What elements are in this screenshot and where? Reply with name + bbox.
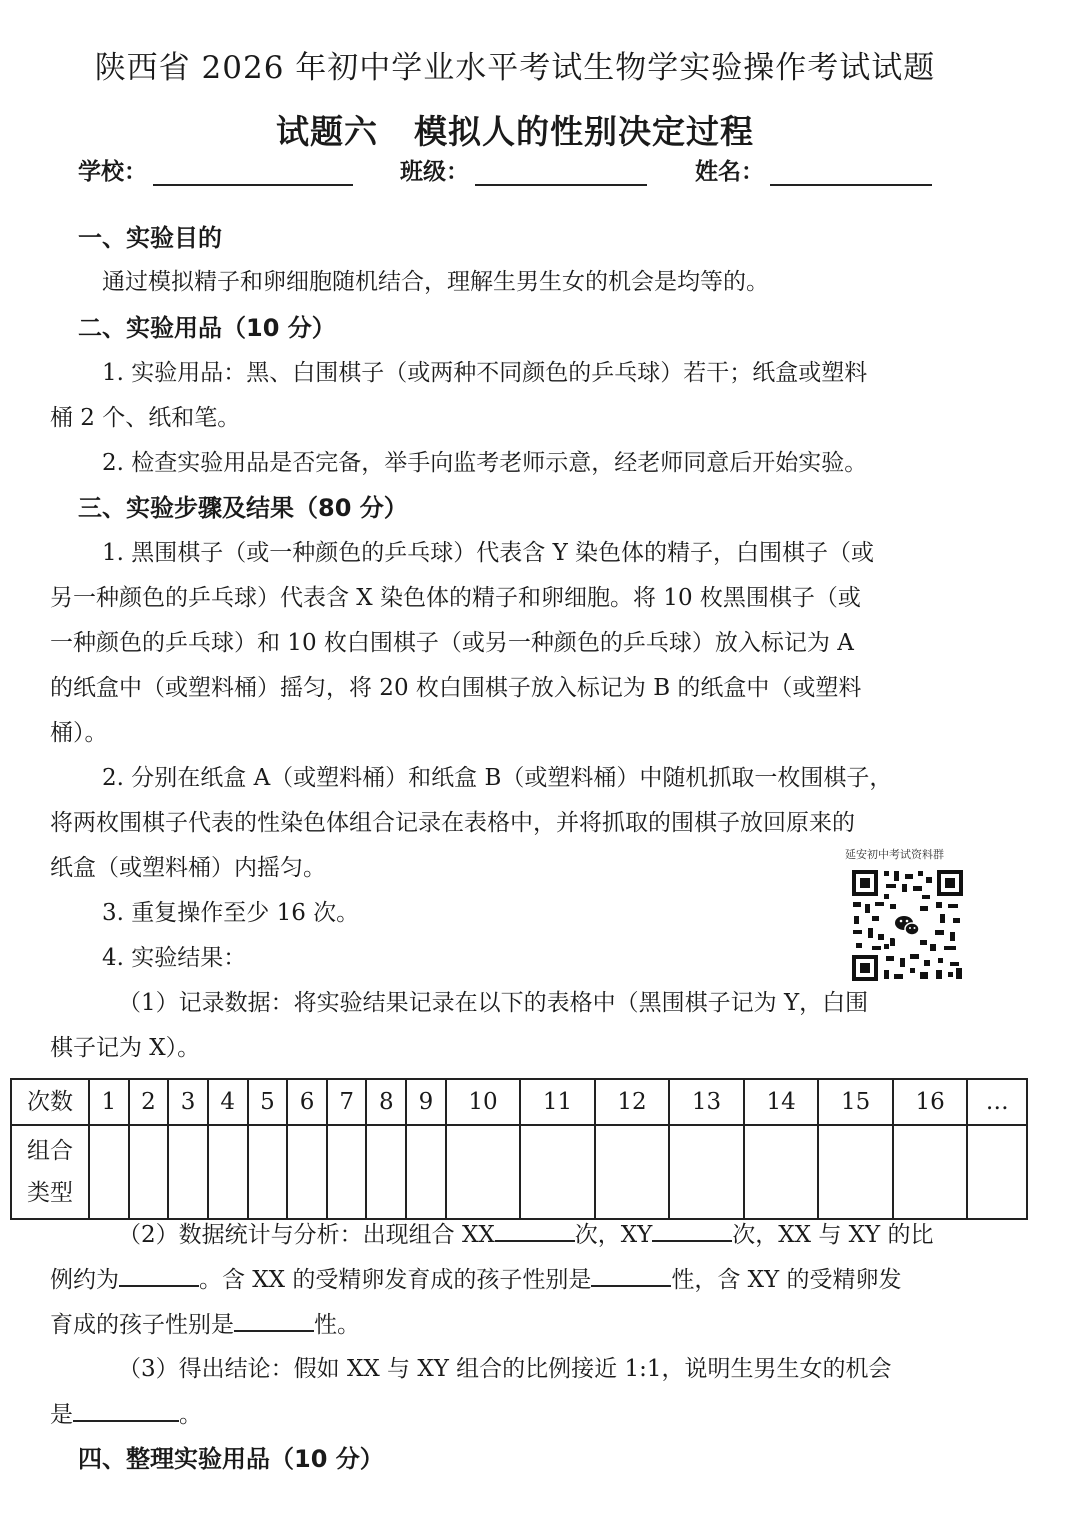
table-col-10: 10 [446,1079,521,1125]
table-cell-6[interactable] [287,1125,327,1219]
table-col-14: 14 [744,1079,819,1125]
school-blank[interactable] [153,158,353,186]
analysis-line-1 [118,1218,1048,1251]
analysis-text-3: 次，XX 与 XY 的比 [732,1222,934,1248]
table-cell-3[interactable] [168,1125,208,1219]
table-col-8: 8 [366,1079,406,1125]
analysis-line-3 [50,1308,980,1341]
section-2-item-1-line-2: 桶 2 个、纸和笔。 [50,405,241,431]
analysis-text-5: 。含 XX 的受精卵发育成的孩子性别是 [199,1267,592,1293]
table-cell-8[interactable] [366,1125,406,1219]
exam-title: 陕西省 2026 年初中学业水平考试生物学实验操作考试试题 [94,50,936,86]
table-cell-9[interactable] [406,1125,446,1219]
record-data-line-1: （1）记录数据：将实验结果记录在以下的表格中（黑围棋子记为 Y，白围 [118,990,869,1016]
section-4-heading: 四、整理实验用品（10 分） [78,1445,384,1473]
table-col-11: 11 [520,1079,595,1125]
section-1-heading: 一、实验目的 [78,224,222,252]
analysis-line-2 [50,1263,980,1296]
table-header-combination [11,1125,89,1219]
table-col-4: 4 [208,1079,248,1125]
xy-sex-blank[interactable] [234,1308,314,1332]
xy-count-blank[interactable] [652,1218,732,1242]
analysis-text-7: 育成的孩子性别是 [50,1312,234,1338]
conclusion-blank[interactable] [73,1398,179,1422]
table-col-3: 3 [168,1079,208,1125]
school-field[interactable] [78,153,353,186]
table-col-15: 15 [818,1079,893,1125]
record-data-line-2: 棋子记为 X）。 [50,1035,201,1061]
name-blank[interactable] [770,158,932,186]
result-table [10,1078,1028,1220]
table-cell-4[interactable] [208,1125,248,1219]
section-2-heading: 二、实验用品（10 分） [78,314,336,342]
table-row-combination [11,1125,1027,1219]
step-2-line-2: 将两枚围棋子代表的性染色体组合记录在表格中，并将抓取的围棋子放回原来的 [50,810,855,836]
step-2-line-3: 纸盒（或塑料桶）内摇匀。 [50,855,326,881]
conclusion-text-2: 是 [50,1402,73,1428]
combination-label-a: 组合 [27,1138,73,1164]
table-col-2: 2 [129,1079,169,1125]
table-cell-16[interactable] [893,1125,968,1219]
table-cell-2[interactable] [129,1125,169,1219]
table-col-9: 9 [406,1079,446,1125]
class-blank[interactable] [475,158,647,186]
step-1-line-3: 一种颜色的乒乓球）和 10 枚白围棋子（或另一种颜色的乒乓球）放入标记为 A [50,630,854,656]
combination-label-b: 类型 [27,1180,73,1206]
table-cell-7[interactable] [327,1125,367,1219]
qr-code-image[interactable] [840,843,975,988]
table-cell-11[interactable] [520,1125,595,1219]
section-1-text: 通过模拟精子和卵细胞随机结合，理解生男生女的机会是均等的。 [102,269,769,295]
table-col-13: 13 [669,1079,744,1125]
table-cell-13[interactable] [669,1125,744,1219]
table-cell-1[interactable] [89,1125,129,1219]
analysis-text-2: 次，XY [574,1222,653,1248]
school-label: 学校： [78,159,147,185]
step-4: 4. 实验结果： [102,945,247,971]
qr-caption: 延安初中考试资料群 [845,848,944,861]
ratio-blank[interactable] [119,1263,199,1287]
analysis-text-8: 性。 [314,1312,360,1338]
table-header-count: 次数 [11,1079,89,1125]
step-1-line-5: 桶）。 [50,720,108,746]
analysis-text-6: 性，含 XY 的受精卵发 [671,1267,902,1293]
wechat-logo-icon [893,911,922,940]
conclusion-text-3: 。 [179,1402,202,1428]
xx-count-blank[interactable] [495,1218,575,1242]
name-field[interactable] [695,153,932,186]
table-col-5: 5 [248,1079,288,1125]
table-cell-ellipsis[interactable] [967,1125,1027,1219]
xx-sex-blank[interactable] [591,1263,671,1287]
table-col-6: 6 [287,1079,327,1125]
table-col-ellipsis: … [967,1079,1027,1125]
section-2-item-1-line-1: 1. 实验用品：黑、白围棋子（或两种不同颜色的乒乓球）若干；纸盒或塑料 [102,360,868,386]
student-info-row [78,153,958,193]
table-row-count [11,1079,1027,1125]
step-2-line-1: 2. 分别在纸盒 A（或塑料桶）和纸盒 B（或塑料桶）中随机抓取一枚围棋子， [102,765,893,791]
table-cell-12[interactable] [595,1125,670,1219]
question-number: 试题六 [276,112,378,151]
section-3-heading: 三、实验步骤及结果（80 分） [78,494,408,522]
table-col-7: 7 [327,1079,367,1125]
table-cell-14[interactable] [744,1125,819,1219]
table-cell-10[interactable] [446,1125,521,1219]
analysis-text-4: 例约为 [50,1267,119,1293]
question-title [0,106,1030,153]
question-name: 模拟人的性别决定过程 [414,112,754,151]
class-field[interactable] [400,153,647,186]
name-label: 姓名： [695,159,764,185]
table-cell-5[interactable] [248,1125,288,1219]
step-1-line-2: 另一种颜色的乒乓球）代表含 X 染色体的精子和卵细胞。将 10 枚黑围棋子（或 [50,585,861,611]
conclusion-line-1: （3）得出结论：假如 XX 与 XY 组合的比例接近 1:1，说明生男生女的机会 [118,1356,892,1382]
table-col-12: 12 [595,1079,670,1125]
conclusion-line-2 [50,1398,980,1431]
table-cell-15[interactable] [818,1125,893,1219]
step-1-line-4: 的纸盒中（或塑料桶）摇匀，将 20 枚白围棋子放入标记为 B 的纸盒中（或塑料 [50,675,862,701]
class-label: 班级： [400,159,469,185]
step-3: 3. 重复操作至少 16 次。 [102,900,360,926]
step-1-line-1: 1. 黑围棋子（或一种颜色的乒乓球）代表含 Y 染色体的精子，白围棋子（或 [102,540,875,566]
table-col-1: 1 [89,1079,129,1125]
analysis-text-1: （2）数据统计与分析：出现组合 XX [118,1222,495,1248]
section-2-item-2: 2. 检查实验用品是否完备，举手向监考老师示意，经老师同意后开始实验。 [102,450,868,476]
table-col-16: 16 [893,1079,968,1125]
